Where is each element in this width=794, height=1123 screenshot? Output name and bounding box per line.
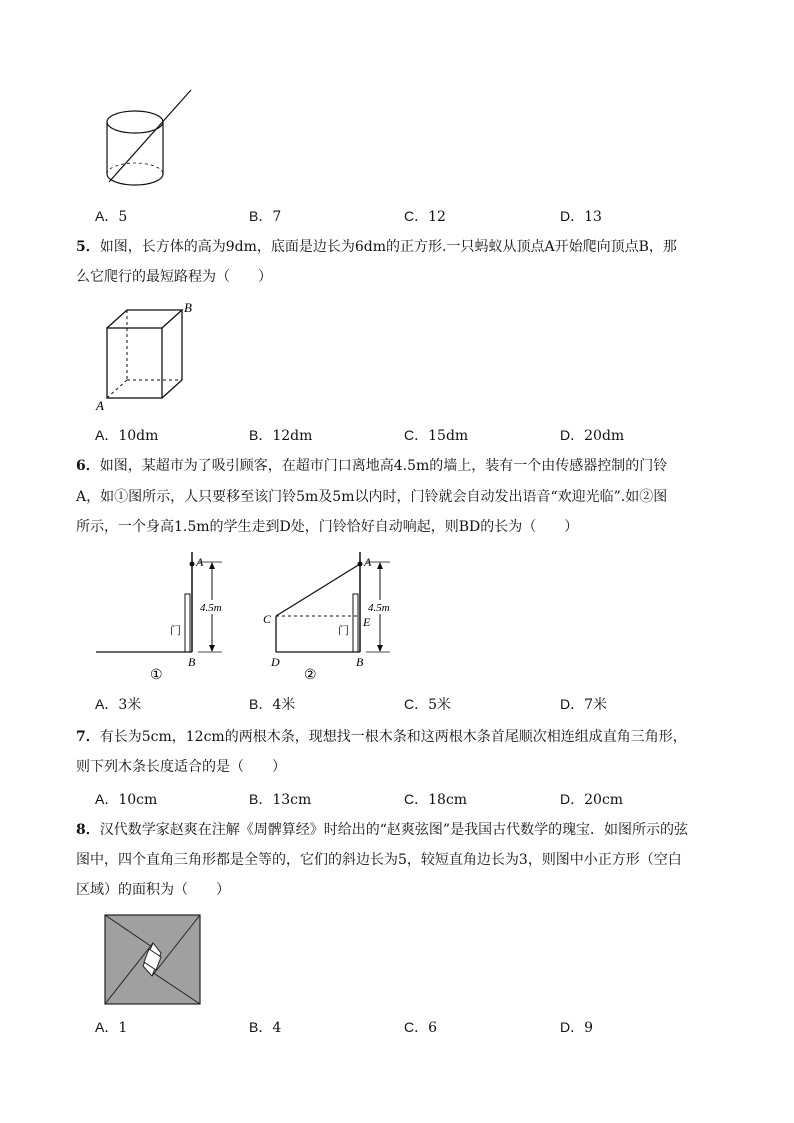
height-label: 4.5m — [368, 602, 390, 614]
q5-option-a[interactable]: A．10dm — [95, 427, 159, 444]
q8-option-b[interactable]: B．4 — [249, 1019, 282, 1036]
q6-stem-line2: A，如①图所示，人只要移至该门铃5m及5m以内时，门铃就会自动发出语音“欢迎光临”.如②图 — [76, 489, 668, 505]
cuboid-figure — [90, 298, 210, 416]
q4-option-c[interactable]: C．12 — [404, 208, 446, 225]
q8-option-d[interactable]: D．9 — [560, 1019, 594, 1036]
q6-option-d[interactable]: D．7米 — [560, 696, 608, 713]
q5-stem-line2: 么它爬行的最短路程为（ ） — [76, 269, 272, 285]
q6-option-c[interactable]: C．5米 — [404, 696, 452, 713]
q7-option-a[interactable]: A．10cm — [95, 791, 158, 808]
label-d: D — [271, 655, 280, 669]
q4-option-b[interactable]: B．7 — [249, 208, 282, 225]
zhao-shuang-figure — [104, 914, 202, 1006]
label-b: B — [356, 655, 364, 669]
door-label: 门 — [338, 625, 349, 637]
q8-stem-line2: 图中，四个直角三角形都是全等的，它们的斜边长为5，较短直角边长为3，则图中小正方形（空白 — [76, 852, 682, 868]
q6-option-a[interactable]: A．3米 — [95, 696, 142, 713]
q8-stem-line3: 区域）的面积为（ ） — [76, 882, 230, 898]
q7-option-d[interactable]: D．20cm — [560, 791, 624, 808]
q7-option-c[interactable]: C．18cm — [404, 791, 468, 808]
label-a: A — [364, 555, 372, 569]
doorbell-figure-1 — [92, 548, 232, 683]
q8-option-c[interactable]: C．6 — [404, 1019, 438, 1036]
figure-caption: ① — [150, 668, 163, 683]
q8-option-a[interactable]: A．1 — [95, 1019, 128, 1036]
label-b: B — [188, 655, 196, 669]
q7-stem-line1: 7．有长为5cm，12cm的两根木条，现想找一根木条和这两根木条首尾顺次相连组成直角三角形， — [76, 729, 687, 745]
q7-stem-line2: 则下列木条长度适合的是（ ） — [76, 759, 286, 775]
q5-option-b[interactable]: B．12dm — [249, 427, 313, 444]
doorbell-figure-2 — [260, 548, 400, 683]
q6-stem-line3: 所示，一个身高1.5m的学生走到D处，门铃恰好自动响起，则BD的长为（ ） — [76, 519, 579, 535]
q6-stem-line1: 6．如图，某超市为了吸引顾客，在超市门口离地高4.5m的墙上，装有一个由传感器控制的门铃 — [76, 458, 668, 474]
label-e: E — [363, 615, 371, 629]
figure-caption: ② — [304, 668, 317, 683]
q5-option-d[interactable]: D．20dm — [560, 427, 625, 444]
q4-option-a[interactable]: A．5 — [95, 208, 128, 225]
q6-option-b[interactable]: B．4米 — [249, 696, 296, 713]
q5-stem-line1: 5．如图，长方体的高为9dm，底面是边长为6dm的正方形.一只蚂蚁从顶点A开始爬向顶点B，那 — [76, 239, 677, 255]
label-a: A — [96, 398, 104, 413]
q5-option-c[interactable]: C．15dm — [404, 427, 469, 444]
q4-option-d[interactable]: D．13 — [560, 208, 602, 225]
q7-option-b[interactable]: B．13cm — [249, 791, 312, 808]
q8-stem-line1: 8．汉代数学家赵爽在注解《周髀算经》时给出的“赵爽弦图”是我国古代数学的瑰宝．如图所示的弦 — [76, 822, 689, 838]
cylinder-figure — [95, 84, 205, 190]
height-label: 4.5m — [200, 602, 222, 614]
label-b: B — [184, 300, 192, 315]
door-label: 门 — [170, 625, 181, 637]
label-c: C — [263, 612, 272, 626]
label-a: A — [196, 555, 204, 569]
